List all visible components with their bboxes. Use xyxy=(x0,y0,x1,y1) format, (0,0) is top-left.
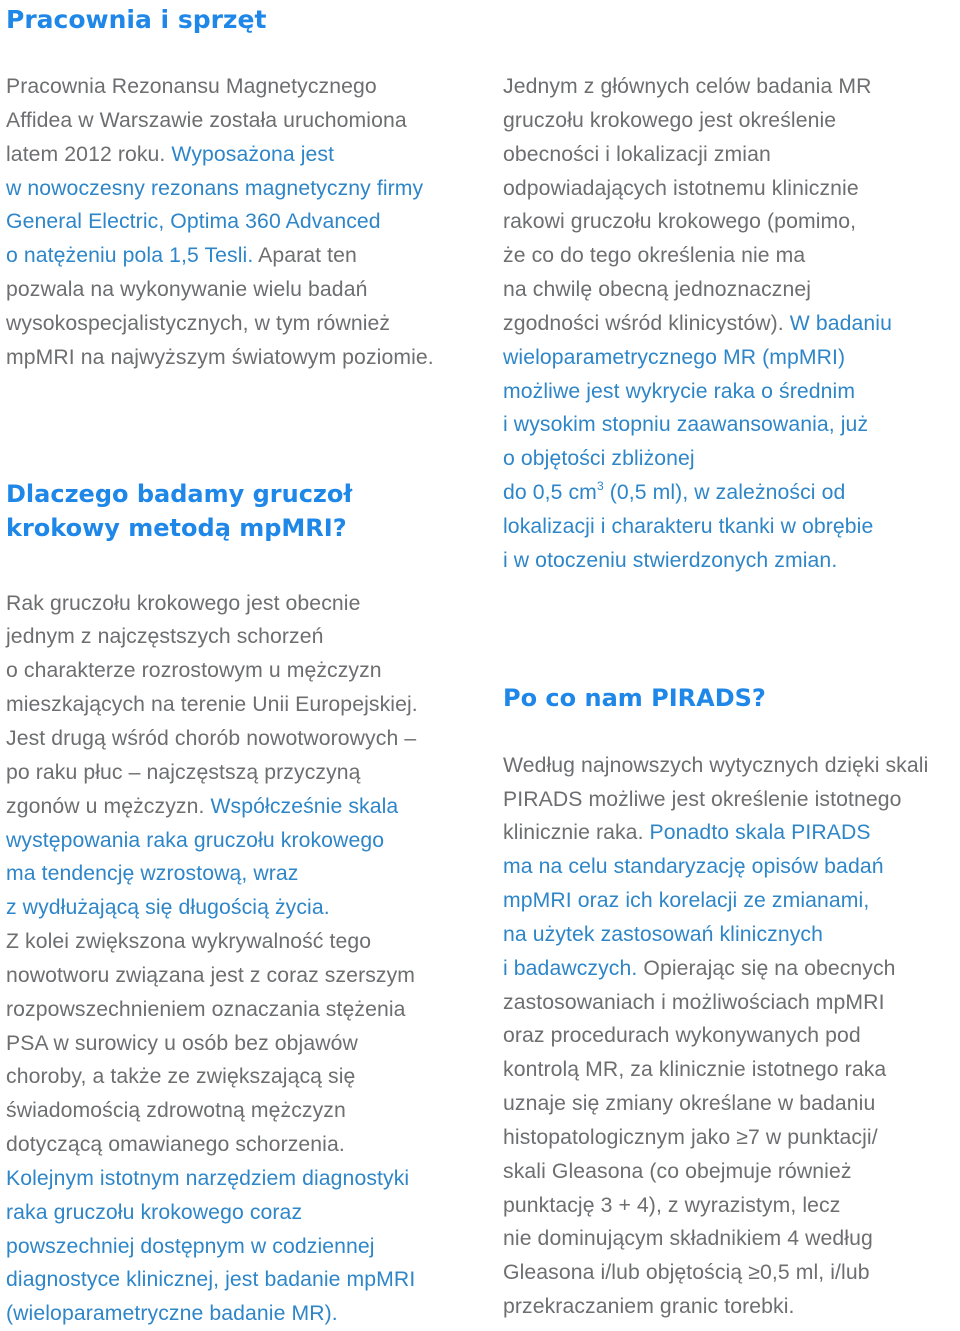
intro-text-3: Aparat ten pozwala na wykonywanie wielu badań wysokospecjalistycznych, w tym również mpMRI na najwyższym światowym poziomie. xyxy=(6,244,434,369)
why-text-3: Z kolei zwiększona wykrywalność tego nowotworu związana jest z coraz szerszym rozpowszechnieniem oznaczania stężenia PSA w surowicy u osób bez objawów choroby, a także ze zwiększającą się świadomością zdrowotną mężczyzn dotyczącą omawianego schorzenia. xyxy=(6,930,416,1157)
section-heading-why-mpmri: Dlaczego badamy gruczoł krokowy metodą mpMRI? xyxy=(6,479,353,542)
page-title: Pracownia i sprzęt xyxy=(6,5,267,34)
cubic-superscript: 3 xyxy=(596,479,604,494)
why-text-2: Współcześnie skala występowania raka gruczołu krokowego ma tendencję wzrostową, wraz z wydłużającą się długością życia. xyxy=(6,794,399,920)
intro-paragraph xyxy=(6,70,476,375)
why-mpmri-paragraph xyxy=(6,587,476,1331)
goal-text-1: Jednym z głównych celów badania MR gruczołu krokowego jest określenie obecności i lokalizacji zmian odpowiadających istotnemu klinicznie rakowi gruczołu krokowego (pomimo, że co do tego określenia nie ma na chwilę obecną jednoznacznej zgodności wśród klinicystów). xyxy=(503,75,872,335)
pirads-text-2: Ponadto skala PIRADS ma na celu standaryzację opisów badań mpMRI oraz ich korelacji ze zmianami, na użytek zastosowań klinicznych i badawczych. xyxy=(503,821,884,980)
pirads-text-3: Opierając się na obecnych zastosowaniach i możliwościach mpMRI oraz procedurach wykonywanych pod kontrolą MR, za klinicznie istotnego raka uznaje się zmiany określane w badaniu histopatologicznym jako ≥7 w punktacji/ skali Gleasona (co obejmuje również punktację 3 + 4), z wyrazistym, lecz nie dominującym składnikiem 4 według Gleasona i/lub objętością ≥0,5 ml, i/lub przekraczaniem granic torebki. xyxy=(503,956,896,1319)
pirads-text-1: Według najnowszych wytycznych dzięki skali PIRADS możliwe jest określenie istotnego klinicznie raka. xyxy=(503,753,929,845)
section-heading-pirads: Po co nam PIRADS? xyxy=(503,683,766,712)
why-text-1: Rak gruczołu krokowego jest obecnie jednym z najczęstszych schorzeń o charakterze rozrostowym u mężczyzn mieszkających na terenie Unii Europejskiej. Jest drugą wśród chorób nowotworowych – po raku płuc – najczęstszą przyczyną zgonów u mężczyzn. xyxy=(6,591,418,818)
right-column xyxy=(503,70,958,1324)
intro-text-2: Wyposażona jest w nowoczesny rezonans magnetyczny firmy General Electric, Optima 360 Advanced o natężeniu pola 1,5 Tesli. xyxy=(6,142,424,268)
why-text-4: Kolejnym istotnym narzędziem diagnostyki raka gruczołu krokowego coraz powszechniej dostępnym w codziennej diagnostyce klinicznej, jest badanie mpMRI (wieloparametryczne badanie MR). xyxy=(6,1166,416,1326)
pirads-paragraph xyxy=(503,749,958,1324)
intro-text-1: Pracownia Rezonansu Magnetycznego Affidea w Warszawie została uruchomiona latem 2012 roku. xyxy=(6,75,407,166)
goal-text-2: W badaniu wieloparametrycznego MR (mpMRI) możliwe jest wykrycie raka o średnim i wysokim stopniu zaawansowania, już o objętości zbliżonej do 0,5 cm xyxy=(503,311,892,505)
goal-paragraph xyxy=(503,70,958,578)
left-column xyxy=(6,70,476,1331)
goal-text-3: (0,5 ml), w zależności od lokalizacji i charakteru tkanki w obrębie i w otoczeniu stwierdzonych zmian. xyxy=(503,481,874,572)
